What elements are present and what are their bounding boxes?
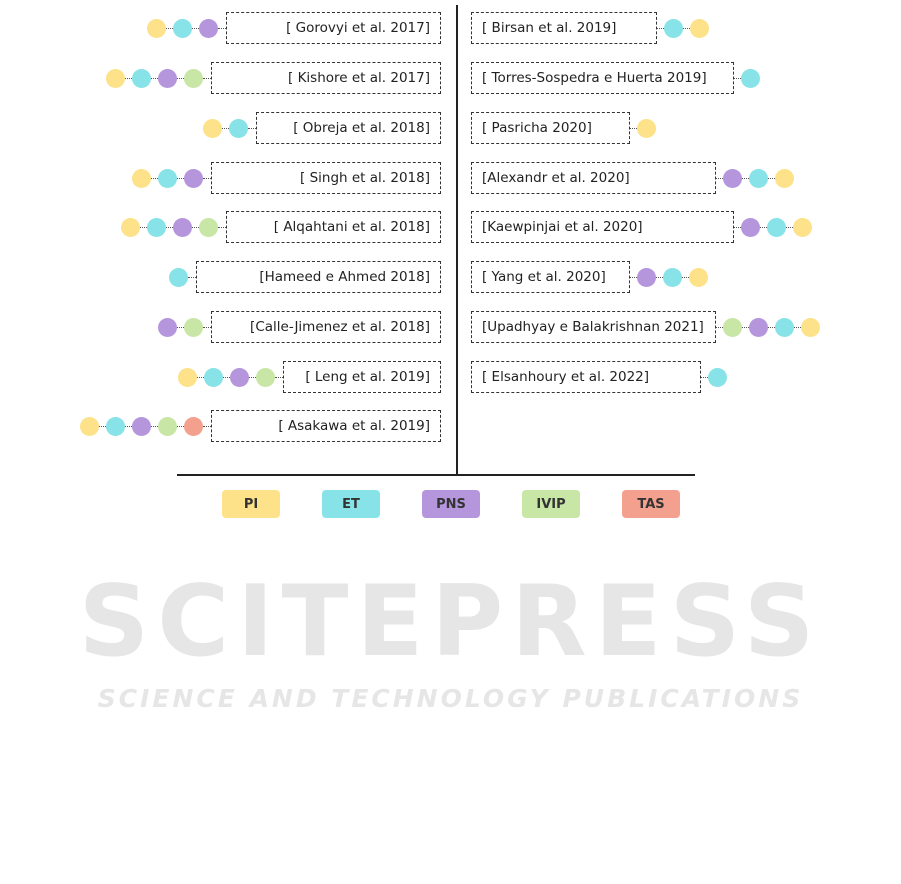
right-tag-dots: [741, 218, 812, 237]
box-connector: [716, 178, 723, 179]
reference-box: [Alexandr et al. 2020]: [471, 162, 716, 194]
tag-dot-tas: [184, 417, 203, 436]
box-connector: [734, 227, 741, 228]
watermark-subtitle: SCIENCE AND TECHNOLOGY PUBLICATIONS: [97, 684, 804, 713]
right-entry: [0, 162, 901, 196]
reference-box: [Kaewpinjai et al. 2020]: [471, 211, 734, 243]
right-tag-dots: [664, 19, 709, 38]
tag-dot-ivip: [158, 417, 177, 436]
left-tag-dots: [80, 417, 203, 436]
right-tag-dots: [637, 119, 656, 138]
tag-dot-pns: [741, 218, 760, 237]
box-connector: [701, 377, 708, 378]
tag-dot-pi: [689, 268, 708, 287]
box-connector: [630, 277, 637, 278]
tag-dot-et: [664, 19, 683, 38]
right-entry: [0, 12, 901, 46]
tag-dot-pi: [690, 19, 709, 38]
dot-connector: [177, 426, 184, 427]
reference-box: [ Pasricha 2020]: [471, 112, 630, 144]
tag-dot-ivip: [723, 318, 742, 337]
dot-connector: [786, 227, 793, 228]
reference-box: [ Asakawa et al. 2019]: [211, 410, 441, 442]
tag-dot-pi: [637, 119, 656, 138]
right-entry: [0, 112, 901, 146]
dot-connector: [683, 28, 690, 29]
dot-connector: [151, 426, 158, 427]
reference-box: [ Alqahtani et al. 2018]: [226, 211, 441, 243]
reference-box: [ Yang et al. 2020]: [471, 261, 630, 293]
right-tag-dots: [637, 268, 708, 287]
dot-connector: [125, 426, 132, 427]
dot-connector: [682, 277, 689, 278]
right-tag-dots: [723, 169, 794, 188]
tag-dot-pi: [80, 417, 99, 436]
tag-dot-pns: [749, 318, 768, 337]
right-entry: [0, 261, 901, 295]
right-entry: [0, 62, 901, 96]
reference-box: [ Obreja et al. 2018]: [256, 112, 441, 144]
legend-item-pns: PNS: [422, 490, 480, 518]
box-connector: [630, 128, 637, 129]
dot-connector: [742, 178, 749, 179]
tag-dot-et: [775, 318, 794, 337]
right-entry: [0, 311, 901, 345]
right-entry: [0, 211, 901, 245]
tag-dot-et: [663, 268, 682, 287]
tag-dot-et: [767, 218, 786, 237]
right-entry: [0, 361, 901, 395]
tag-dot-et: [708, 368, 727, 387]
reference-box: [ Elsanhoury et al. 2022]: [471, 361, 701, 393]
dot-connector: [742, 327, 749, 328]
reference-box: [Calle-Jimenez et al. 2018]: [211, 311, 441, 343]
dot-connector: [760, 227, 767, 228]
tag-dot-pi: [793, 218, 812, 237]
reference-box: [ Gorovyi et al. 2017]: [226, 12, 441, 44]
dot-connector: [768, 327, 775, 328]
reference-box: [Upadhyay e Balakrishnan 2021]: [471, 311, 716, 343]
dot-connector: [768, 178, 775, 179]
dot-connector: [99, 426, 106, 427]
tag-dot-et: [749, 169, 768, 188]
right-tag-dots: [741, 69, 760, 88]
reference-box: [ Leng et al. 2019]: [283, 361, 441, 393]
tag-dot-et: [106, 417, 125, 436]
reference-box: [Hameed e Ahmed 2018]: [196, 261, 441, 293]
tag-dot-pns: [132, 417, 151, 436]
tag-dot-pi: [775, 169, 794, 188]
legend-item-pi: PI: [222, 490, 280, 518]
tag-dot-pi: [801, 318, 820, 337]
right-tag-dots: [723, 318, 820, 337]
reference-box: [ Singh et al. 2018]: [211, 162, 441, 194]
right-tag-dots: [708, 368, 727, 387]
tag-dot-pns: [637, 268, 656, 287]
legend-item-tas: TAS: [622, 490, 680, 518]
legend-item-ivip: IVIP: [522, 490, 580, 518]
reference-box: [ Birsan et al. 2019]: [471, 12, 657, 44]
dot-connector: [656, 277, 663, 278]
box-connector: [657, 28, 664, 29]
tag-dot-et: [741, 69, 760, 88]
reference-box: [ Kishore et al. 2017]: [211, 62, 441, 94]
tag-dot-pns: [723, 169, 742, 188]
box-connector: [734, 78, 741, 79]
box-connector: [716, 327, 723, 328]
dot-connector: [794, 327, 801, 328]
left-entry: [0, 410, 456, 444]
legend-item-et: ET: [322, 490, 380, 518]
box-connector: [203, 426, 211, 427]
watermark-title: SCITEPRESS: [78, 565, 823, 679]
reference-box: [ Torres-Sospedra e Huerta 2019]: [471, 62, 734, 94]
legend-divider: [177, 474, 695, 476]
